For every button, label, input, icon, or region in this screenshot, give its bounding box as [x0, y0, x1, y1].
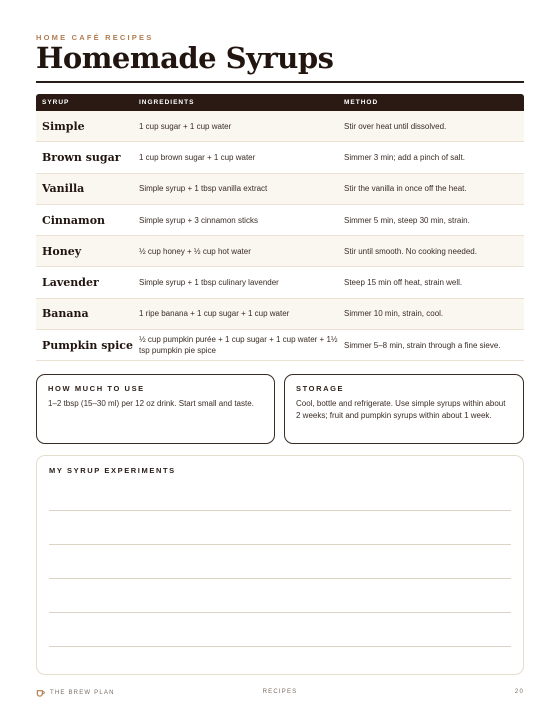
how-much-to-use-box [36, 374, 275, 444]
table-row [36, 330, 524, 361]
footer-brand-name: THE BREW PLAN [50, 689, 115, 696]
table-row [36, 299, 524, 330]
syrup-method: Stir until smooth. No cooking needed. [338, 236, 524, 267]
syrup-name: Brown sugar [36, 142, 133, 173]
syrup-table [36, 94, 524, 361]
title-divider [36, 81, 524, 83]
writing-line [49, 578, 511, 579]
experiments-title: MY SYRUP EXPERIMENTS [49, 466, 176, 475]
column-header-ingredients: INGREDIENTS [133, 94, 338, 111]
writing-line [49, 646, 511, 647]
table-row [36, 174, 524, 205]
storage-title: STORAGE [296, 384, 345, 393]
table-row [36, 142, 524, 173]
syrup-method: Stir the vanilla in once off the heat. [338, 174, 524, 205]
how-much-title: HOW MUCH TO USE [48, 384, 145, 393]
table-row [36, 205, 524, 236]
page-title: Homemade Syrups [36, 41, 334, 75]
syrup-name: Pumpkin spice [36, 330, 133, 361]
syrup-method: Stir over heat until dissolved. [338, 111, 524, 142]
table-header-row [36, 94, 524, 111]
syrup-name: Lavender [36, 267, 133, 298]
storage-text: Cool, bottle and refrigerate. Use simple syrups within about 2 weeks; fruit and pumpkin syrups within about 1 week. [296, 399, 506, 420]
syrup-name: Banana [36, 299, 133, 330]
page-footer [36, 688, 524, 698]
storage-box [284, 374, 524, 444]
writing-line [49, 510, 511, 511]
syrup-name: Cinnamon [36, 205, 133, 236]
how-much-text: 1–2 tbsp (15–30 ml) per 12 oz drink. Start small and taste. [48, 399, 254, 408]
writing-line [49, 612, 511, 613]
table-row [36, 111, 524, 142]
syrup-name: Vanilla [36, 174, 133, 205]
syrup-name: Simple [36, 111, 133, 142]
syrup-method: Simmer 5 min, steep 30 min, strain. [338, 205, 524, 236]
syrup-method: Simmer 3 min; add a pinch of salt. [338, 142, 524, 173]
column-header-method: METHOD [338, 94, 524, 111]
footer-section: RECIPES [262, 689, 298, 695]
syrup-ingredients: Simple syrup + 1 tbsp culinary lavender [133, 267, 338, 298]
syrup-ingredients: 1 ripe banana + 1 cup sugar + 1 cup water [133, 299, 338, 330]
table-row [36, 267, 524, 298]
syrup-method: Steep 15 min off heat, strain well. [338, 267, 524, 298]
section-eyebrow: HOME CAFÉ RECIPES [36, 33, 154, 42]
page-number: 20 [514, 689, 524, 695]
syrup-ingredients: 1 cup sugar + 1 cup water [133, 111, 338, 142]
table-row [36, 236, 524, 267]
syrup-experiments-box [36, 455, 524, 675]
syrup-ingredients: ½ cup pumpkin purée + 1 cup sugar + 1 cup water + 1½ tsp pumpkin pie spice [133, 330, 338, 361]
syrup-method: Simmer 10 min, strain, cool. [338, 299, 524, 330]
syrup-ingredients: ½ cup honey + ½ cup hot water [133, 236, 338, 267]
syrup-method: Simmer 5–8 min, strain through a fine sieve. [338, 330, 524, 361]
column-header-syrup: SYRUP [36, 94, 133, 111]
syrup-name: Honey [36, 236, 133, 267]
syrup-ingredients: 1 cup brown sugar + 1 cup water [133, 142, 338, 173]
syrup-ingredients: Simple syrup + 1 tbsp vanilla extract [133, 174, 338, 205]
writing-line [49, 544, 511, 545]
syrup-ingredients: Simple syrup + 3 cinnamon sticks [133, 205, 338, 236]
